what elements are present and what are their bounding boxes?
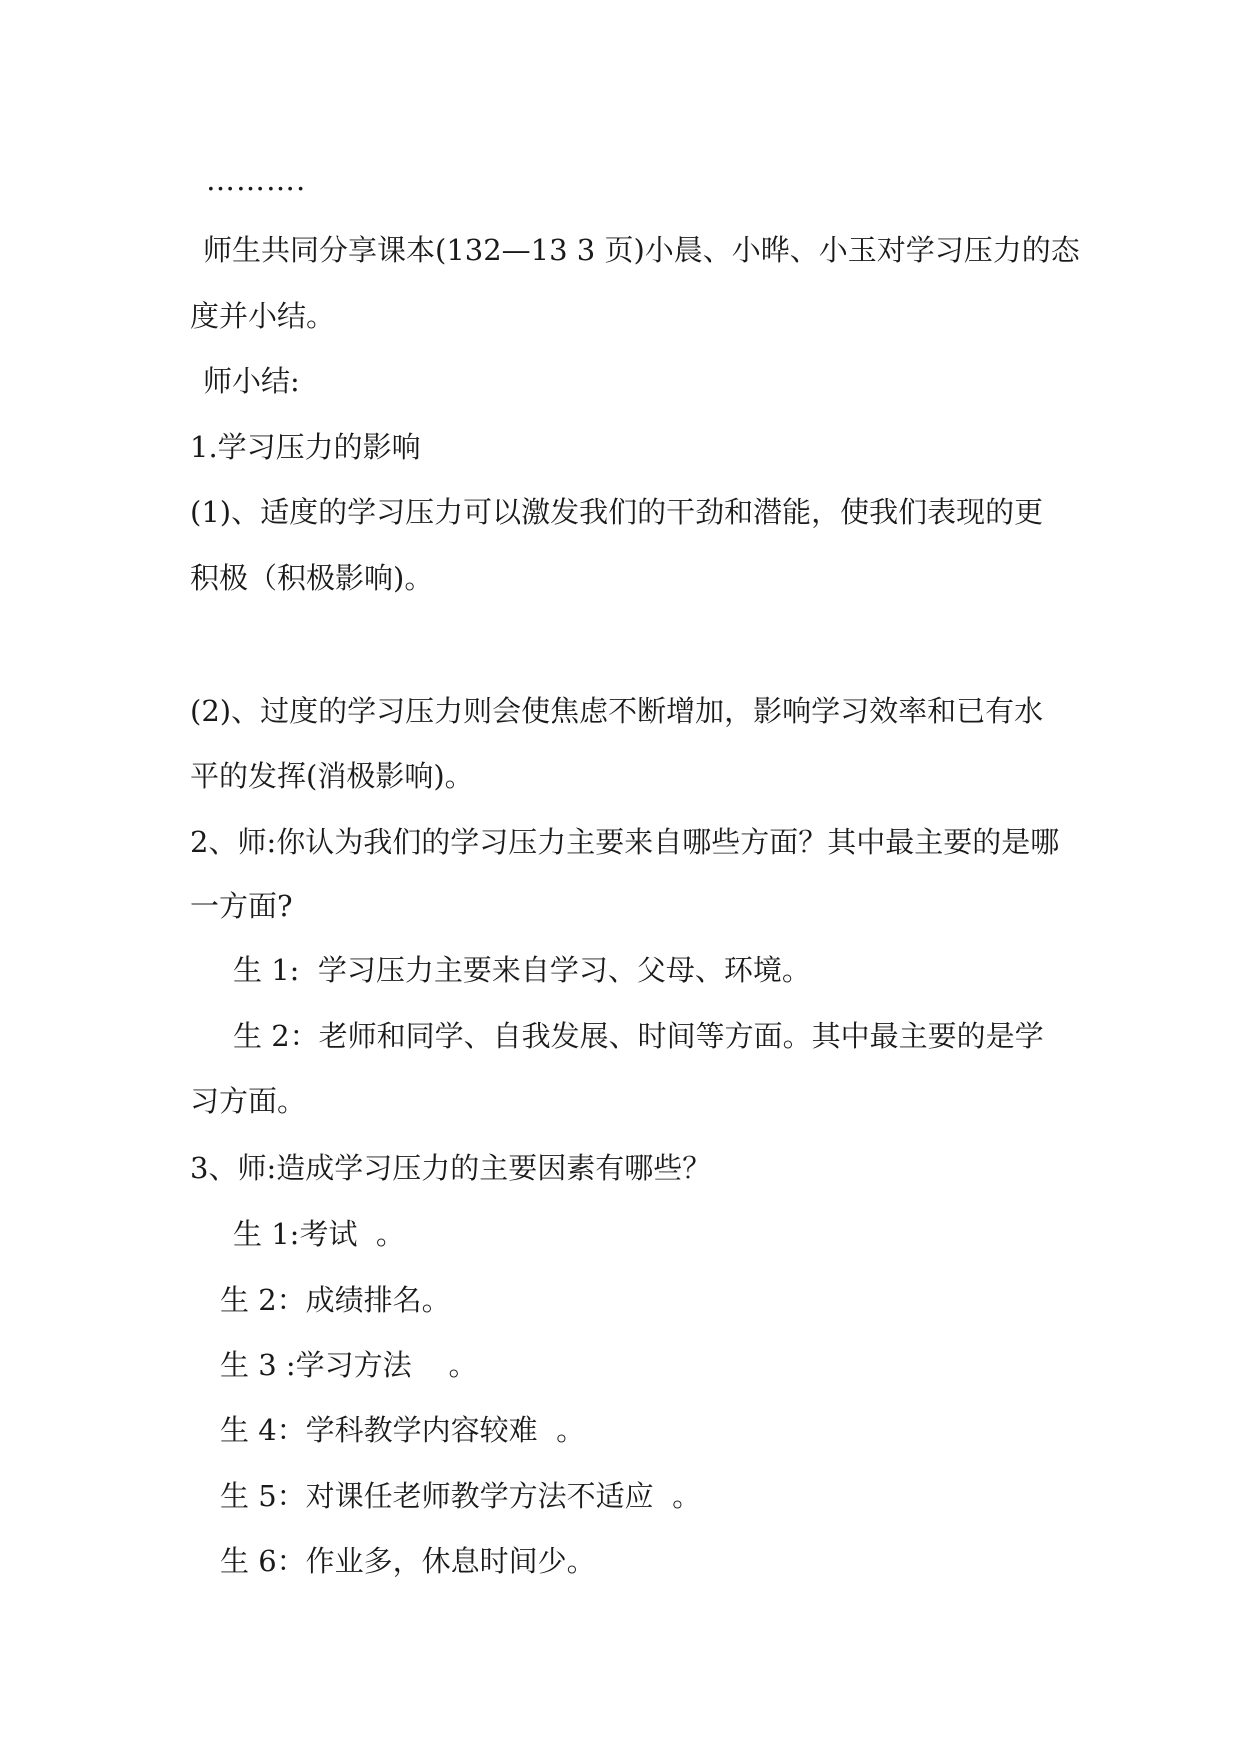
ellipsis-line: ………. <box>206 163 307 197</box>
teacher-summary-heading: 师小结: <box>203 364 300 398</box>
paragraph-line-continued: 度并小结。 <box>190 299 336 333</box>
point-2-line-continued: 平的发挥(消极影响)。 <box>190 759 474 793</box>
student-answer: 生 1: 学习压力主要来自学习、父母、环境。 <box>233 953 811 987</box>
point-1-line: (1)、适度的学习压力可以激发我们的干劲和潜能，使我们表现的更 <box>190 495 1044 529</box>
student-answer-continued: 习方面。 <box>190 1084 307 1118</box>
student-answer: 生 1:考试 。 <box>233 1217 405 1251</box>
student-answer: 生 6：作业多，休息时间少。 <box>220 1544 596 1578</box>
student-answer: 生 5：对课任老师教学方法不适应 。 <box>220 1479 702 1513</box>
paragraph-line-share-textbook: 师生共同分享课本(132—13 3 页)小晨、小晔、小玉对学习压力的态 <box>203 233 1080 267</box>
teacher-question-3: 3、师:造成学习压力的主要因素有哪些？ <box>190 1151 712 1185</box>
student-answer: 生 3 :学习方法 。 <box>220 1348 478 1382</box>
point-2-line: (2)、过度的学习压力则会使焦虑不断增加，影响学习效率和已有水 <box>190 694 1044 728</box>
teacher-question-2-continued: 一方面? <box>190 889 293 923</box>
teacher-question-2: 2、师:你认为我们的学习压力主要来自哪些方面？其中最主要的是哪 <box>190 825 1060 859</box>
point-1-line-continued: 积极（积极影响)。 <box>190 561 434 595</box>
student-answer: 生 4：学科教学内容较难 。 <box>220 1413 586 1447</box>
student-answer: 生 2：老师和同学、自我发展、时间等方面。其中最主要的是学 <box>233 1019 1044 1053</box>
section-heading-pressure-impact: 1.学习压力的影响 <box>190 430 421 464</box>
student-answer: 生 2：成绩排名。 <box>220 1283 451 1317</box>
